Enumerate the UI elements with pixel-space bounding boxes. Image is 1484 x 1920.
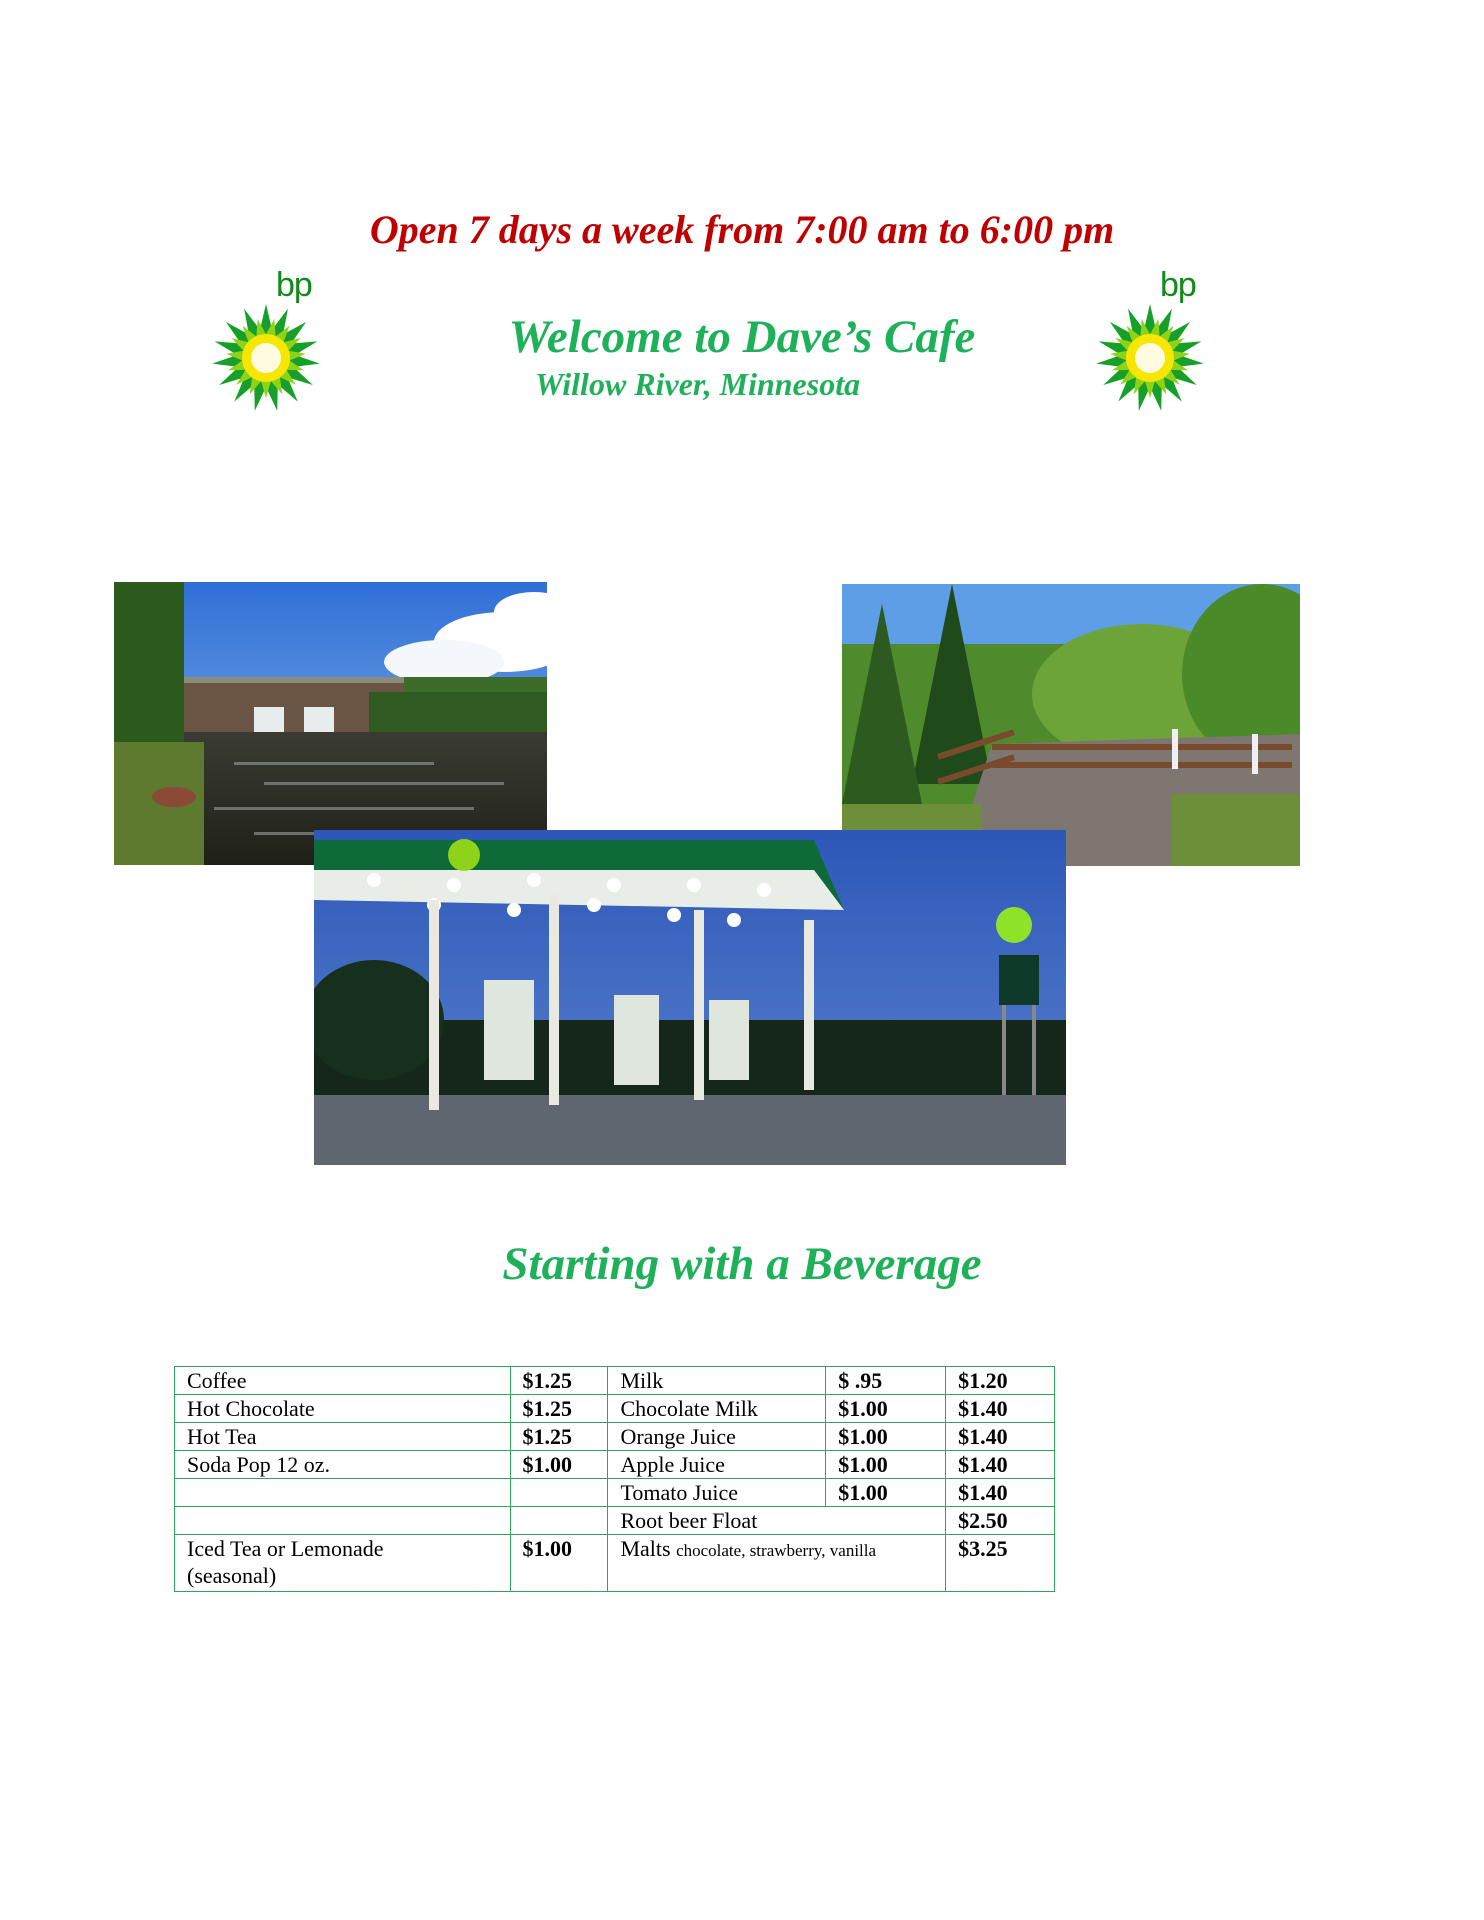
menu-item: Chocolate Milk (608, 1395, 826, 1423)
menu-item: Hot Tea (175, 1423, 511, 1451)
menu-item: Soda Pop 12 oz. (175, 1451, 511, 1479)
table-row (175, 1367, 1055, 1395)
menu-item: Orange Juice (608, 1423, 826, 1451)
menu-item: Milk (608, 1367, 826, 1395)
section-title: Starting with a Beverage (502, 1238, 982, 1290)
menu-price-large: $1.40 (946, 1423, 1055, 1451)
menu-item-detail: chocolate, strawberry, vanilla (676, 1541, 877, 1560)
menu-price (510, 1479, 608, 1507)
hours-banner: Open 7 days a week from 7:00 am to 6:00 pm (369, 207, 1115, 252)
menu-price-small: $1.00 (826, 1479, 946, 1507)
menu-item-label: Malts (620, 1536, 671, 1561)
menu-item-note: (seasonal) (187, 1563, 277, 1588)
menu-price-large: $1.40 (946, 1395, 1055, 1423)
menu-price-small: $1.00 (826, 1451, 946, 1479)
menu-price: $1.00 (510, 1535, 608, 1592)
menu-item (175, 1479, 511, 1507)
bp-logo-text: bp (276, 266, 312, 304)
menu-item: Coffee (175, 1367, 511, 1395)
menu-item: Root beer Float (608, 1507, 946, 1535)
menu-item (175, 1507, 511, 1535)
welcome-title: Welcome to Dave’s Cafe (508, 311, 976, 363)
menu-price-small: $1.00 (826, 1395, 946, 1423)
table-row (175, 1479, 1055, 1507)
menu-price-large: $3.25 (946, 1535, 1055, 1592)
menu-price-large: $1.40 (946, 1451, 1055, 1479)
dam-waterfall-photo (114, 582, 547, 865)
menu-price: $1.00 (510, 1451, 608, 1479)
bp-station-photo (314, 830, 1066, 1165)
menu-item (608, 1535, 946, 1592)
menu-price: $1.25 (510, 1395, 608, 1423)
menu-item: Apple Juice (608, 1451, 826, 1479)
menu-item: Tomato Juice (608, 1479, 826, 1507)
menu-price-large: $1.20 (946, 1367, 1055, 1395)
table-row (175, 1535, 1055, 1592)
menu-item: Hot Chocolate (175, 1395, 511, 1423)
menu-price-small: $1.00 (826, 1423, 946, 1451)
bp-logo-text: bp (1160, 266, 1196, 304)
beverage-menu-table (174, 1366, 1055, 1592)
table-row (175, 1423, 1055, 1451)
table-row (175, 1451, 1055, 1479)
menu-price-large: $2.50 (946, 1507, 1055, 1535)
menu-price-large: $1.40 (946, 1479, 1055, 1507)
menu-item-label: Iced Tea or Lemonade (187, 1536, 384, 1561)
menu-item (175, 1535, 511, 1592)
location-subtitle: Willow River, Minnesota (535, 366, 861, 402)
table-row (175, 1507, 1055, 1535)
table-row (175, 1395, 1055, 1423)
menu-price: $1.25 (510, 1367, 608, 1395)
menu-price (510, 1507, 608, 1535)
menu-price-small: $ .95 (826, 1367, 946, 1395)
trail-bridge-photo (842, 584, 1300, 866)
menu-price: $1.25 (510, 1423, 608, 1451)
